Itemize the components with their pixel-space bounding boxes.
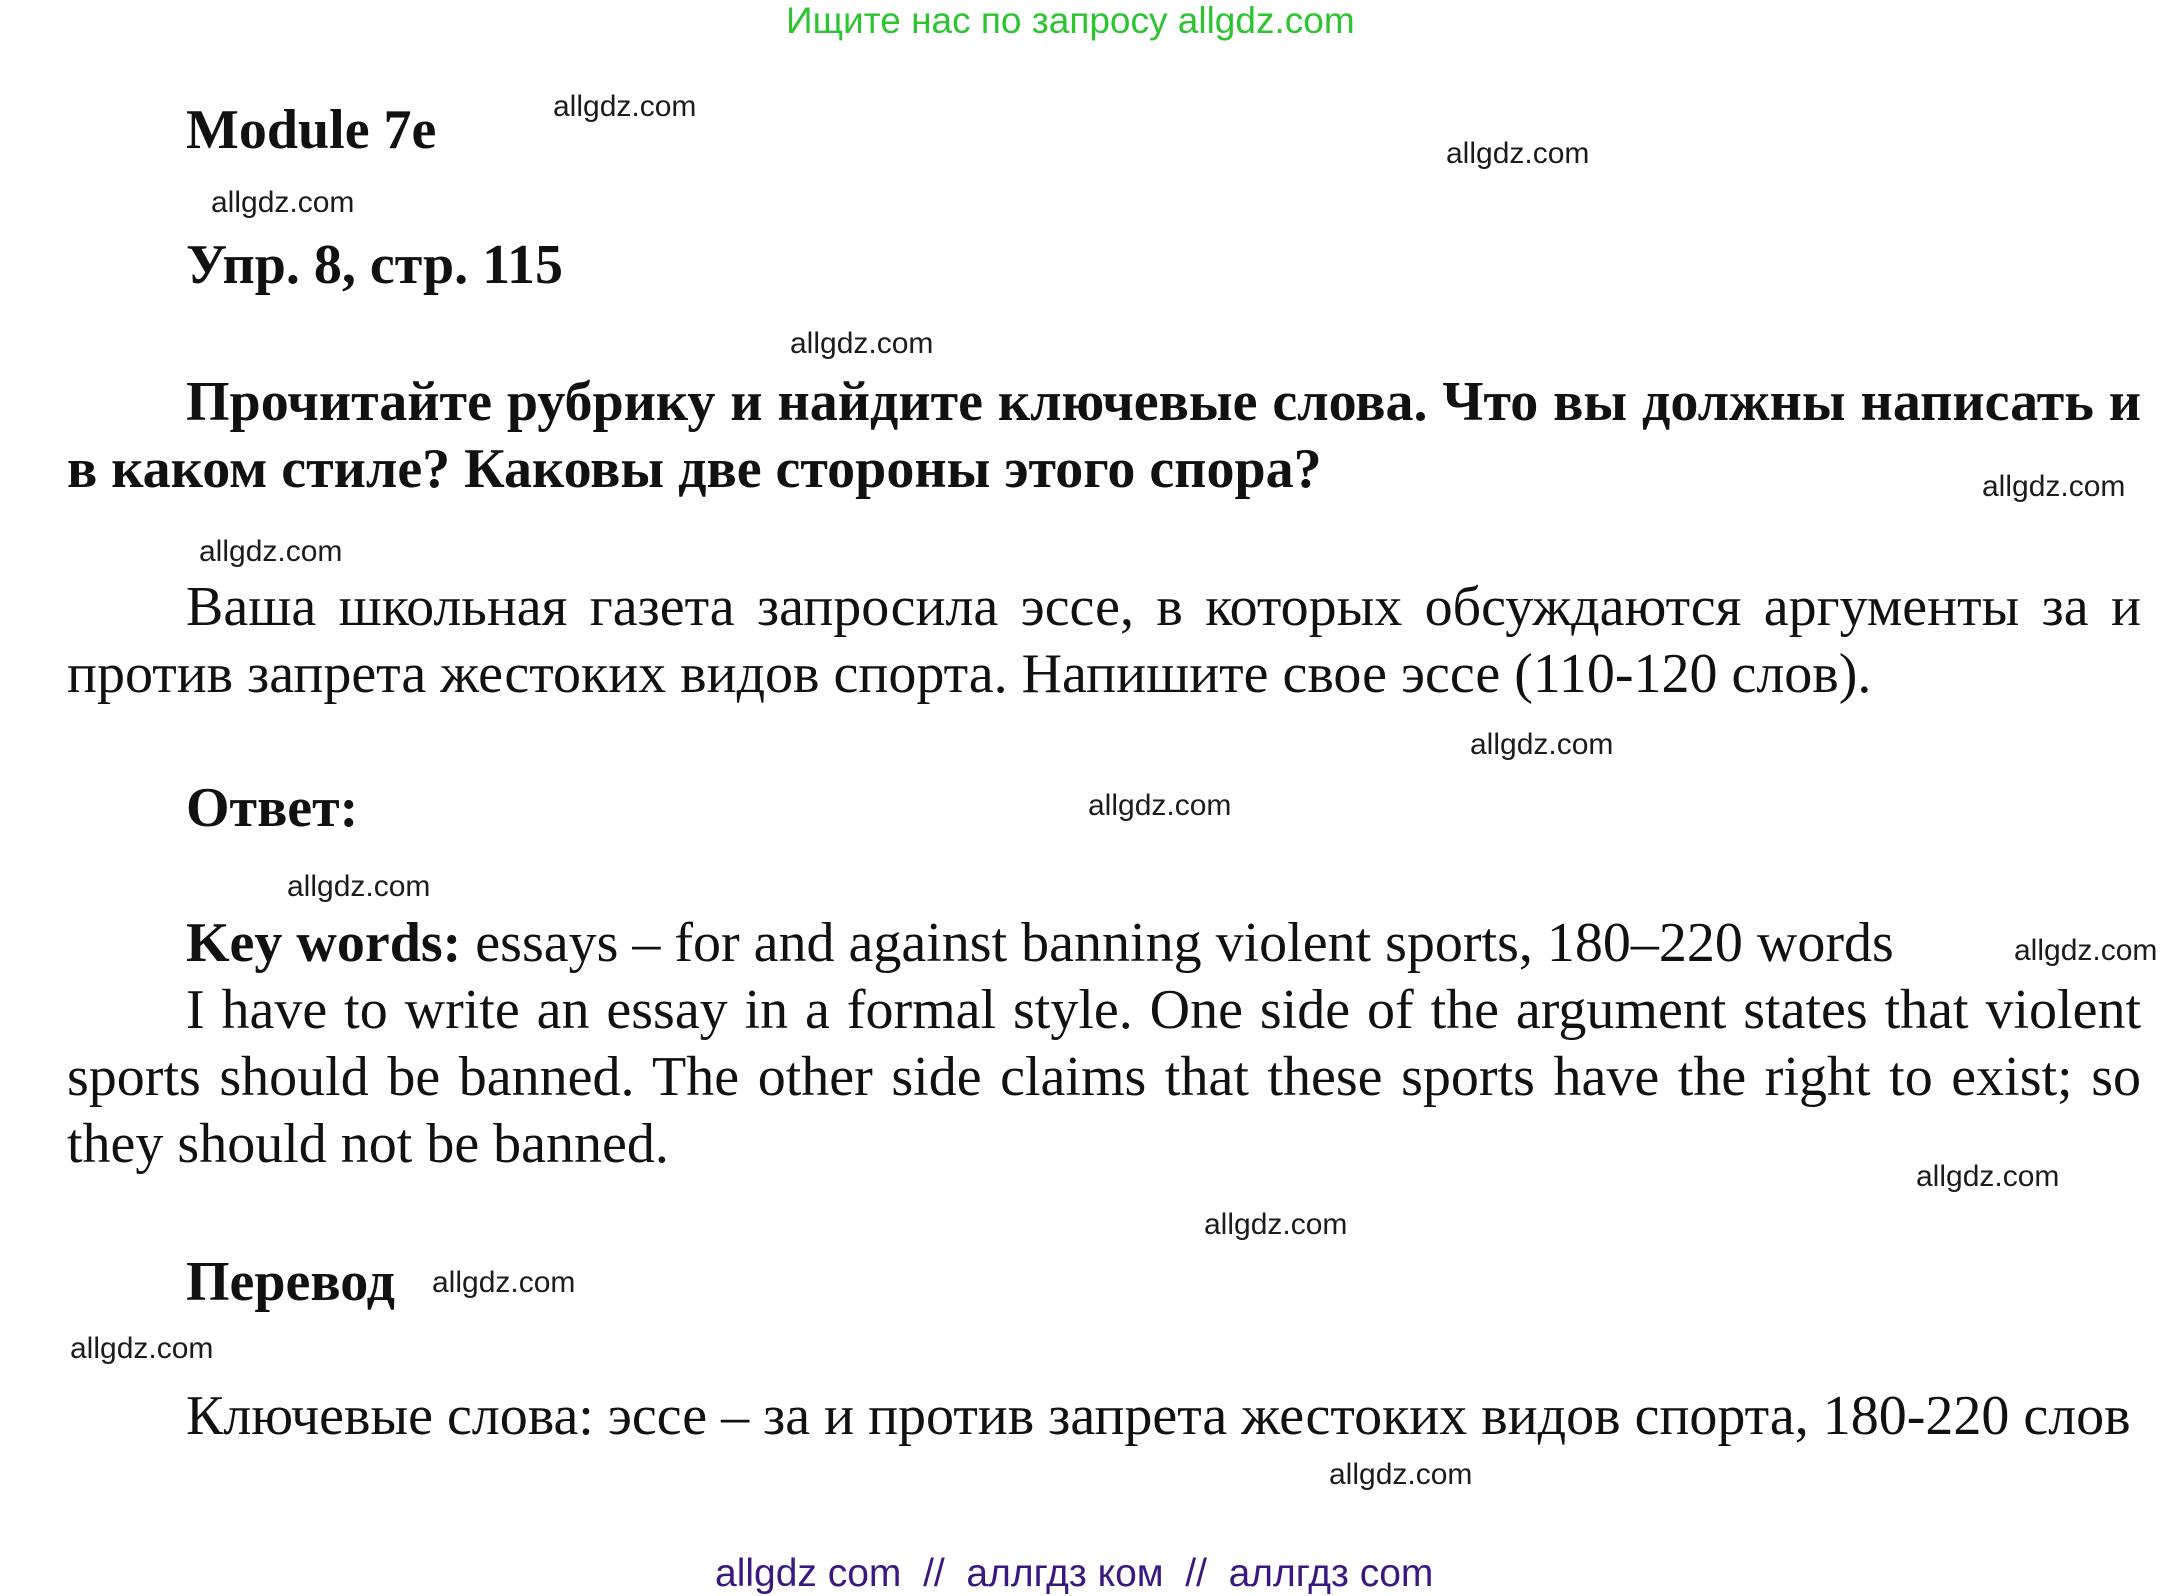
watermark: allgdz.com bbox=[1446, 137, 1590, 170]
key-words-text: essays – for and against banning violent sports, 180–220 words bbox=[461, 912, 1894, 974]
answer-heading: Ответ: bbox=[186, 777, 359, 839]
prompt-text: Ваша школьная газета запросила эссе, в которых обсуждаются аргументы за и против запрета жестоких видов спорта. Напишите свое эссе (110-120 слов). bbox=[67, 576, 2141, 705]
watermark: allgdz.com bbox=[287, 870, 431, 903]
answer-paragraph: I have to write an essay in a formal style. One side of the argument states that violent sports should be banned. The other side claims that these sports have the right to exist; so they should not be banned. bbox=[67, 979, 2141, 1175]
watermark: allgdz.com bbox=[1204, 1208, 1348, 1241]
watermark: allgdz.com bbox=[1982, 470, 2126, 503]
watermark: allgdz.com bbox=[432, 1266, 576, 1299]
exercise-title: Упр. 8, стр. 115 bbox=[186, 234, 564, 296]
watermark: allgdz.com bbox=[1916, 1160, 2060, 1193]
translation-text: Ключевые слова: эссе – за и против запрета жестоких видов спорта, 180-220 слов bbox=[186, 1385, 2131, 1447]
watermark: allgdz.com bbox=[1088, 789, 1232, 822]
watermark: allgdz.com bbox=[1329, 1458, 1473, 1491]
watermark: allgdz.com bbox=[790, 327, 934, 360]
footer-links[interactable]: allgdz com // аллгдз ком // аллгдз com bbox=[715, 1552, 1434, 1595]
key-words-label: Key words: bbox=[186, 912, 462, 974]
translation-heading: Перевод bbox=[186, 1251, 395, 1313]
watermark: allgdz.com bbox=[1470, 728, 1614, 761]
task-text: Прочитайте рубрику и найдите ключевые слова. Что вы должны написать и в каком стиле? Каковы две стороны этого спора? bbox=[67, 371, 2141, 500]
watermark: allgdz.com bbox=[2014, 934, 2158, 967]
top-banner[interactable]: Ищите нас по запросу allgdz.com bbox=[786, 0, 1355, 41]
key-words-line bbox=[186, 910, 1894, 977]
watermark: allgdz.com bbox=[553, 90, 697, 123]
watermark: allgdz.com bbox=[199, 535, 343, 568]
watermark: allgdz.com bbox=[70, 1332, 214, 1365]
module-title: Module 7e bbox=[186, 99, 437, 161]
watermark: allgdz.com bbox=[211, 186, 355, 219]
